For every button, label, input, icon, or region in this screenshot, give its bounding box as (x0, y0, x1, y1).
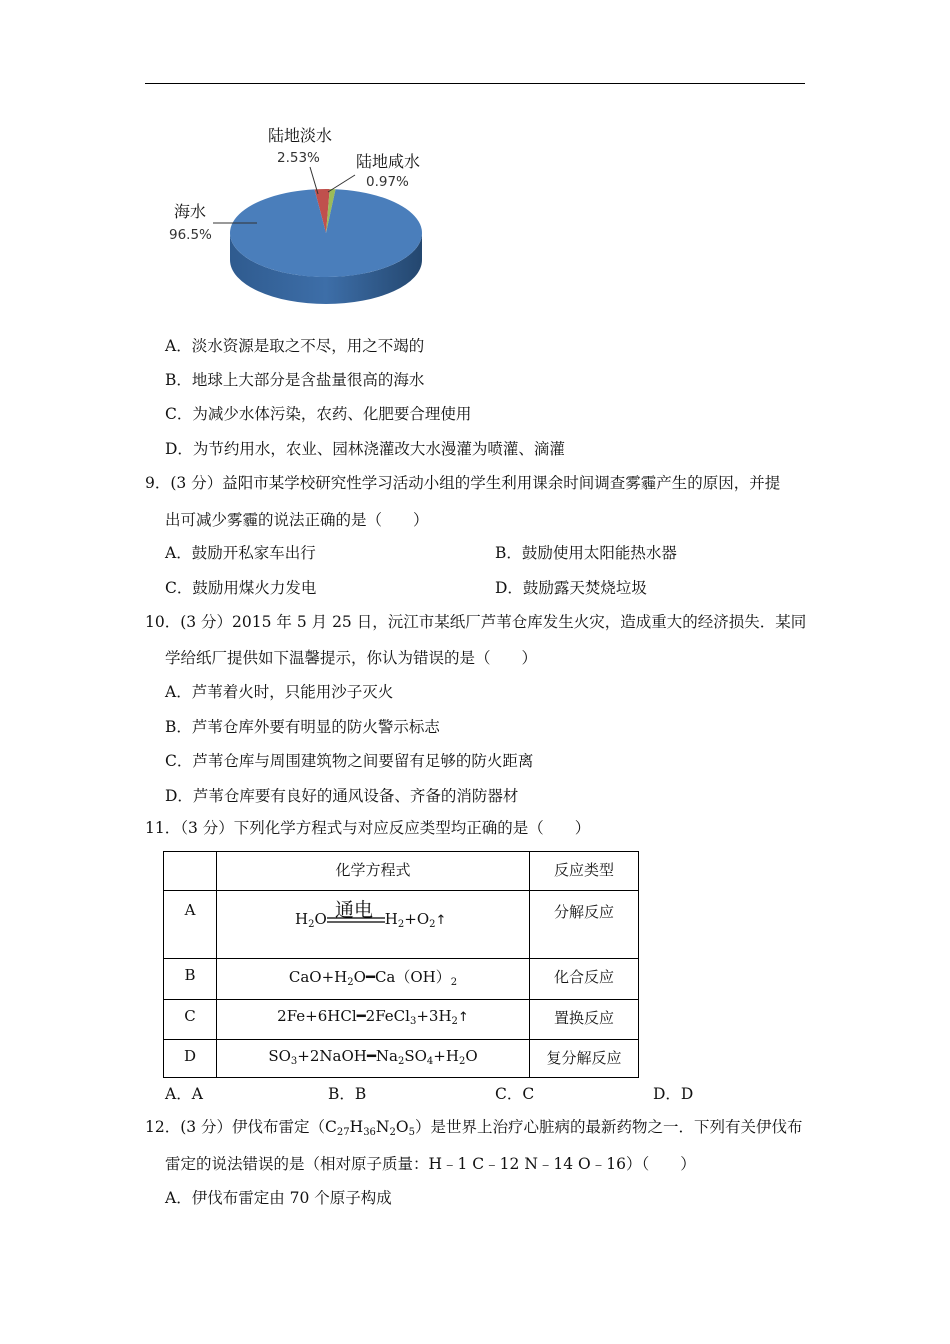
q9-option-c: C．鼓励用煤火力发电 (165, 579, 317, 597)
q11-option-b: B．B (328, 1085, 367, 1103)
q12-stem-line2: 雷定的说法错误的是（相对原子质量：H﹣1 C﹣12 N﹣14 O﹣16）（ ） (165, 1155, 696, 1173)
row-d-equation: $SO_3+2NaOH━Na_2SO_4+H_2O$ (268, 1047, 478, 1067)
q9-stem-line2: 出可减少雾霾的说法正确的是（ ） (165, 511, 429, 529)
row-b-type: 化合反应 (553, 968, 614, 986)
row-d-type: 复分解反应 (546, 1049, 622, 1067)
q9-option-d: D．鼓励露天焚烧垃圾 (495, 579, 647, 597)
row-a-equation: 通电 $H_2O$ $H_2+O_2↑$ (217, 891, 529, 957)
q9-stem-line1: 9．(3 分）益阳市某学校研究性学习活动小组的学生利用课余时间调查雾霾产生的原因，并提 (145, 474, 781, 492)
label-fresh: 陆地淡水 (268, 126, 333, 145)
q12-option-a: A．伊伐布雷定由 70 个原子构成 (165, 1189, 392, 1207)
table-row (164, 891, 639, 959)
row-a-condition: 通电 (335, 899, 374, 921)
q8-option-c: C．为减少水体污染，农药、化肥要合理使用 (165, 405, 472, 423)
q11-equation-table (163, 851, 639, 1078)
q10-option-d: D．芦苇仓库要有良好的通风设备、齐备的消防器材 (165, 787, 519, 805)
row-b-label: B (184, 966, 196, 984)
row-a-type: 分解反应 (553, 903, 614, 921)
row-c-label: C (184, 1007, 196, 1025)
q9-option-a: A．鼓励开私家车出行 (165, 544, 316, 562)
header-equation: 化学方程式 (217, 852, 530, 891)
gas-arrow-icon: ↑ (435, 913, 447, 928)
label-saline: 陆地咸水 (356, 152, 421, 171)
q11-option-c: C．C (495, 1085, 535, 1103)
label-line-saline (328, 175, 355, 192)
q10-stem-line2: 学给纸厂提供如下温馨提示，你认为错误的是（ ） (165, 649, 538, 667)
q10-option-a: A．芦苇着火时，只能用沙子灭火 (165, 683, 394, 701)
q10-stem-line1: 10．(3 分）2015 年 5 月 25 日，沅江市某纸厂芦苇仓库发生火灾，造成重大的经济损失．某同 (145, 613, 807, 631)
table-row (164, 1040, 639, 1078)
q11-option-a: A．A (165, 1085, 203, 1103)
q10-option-b: B．芦苇仓库外要有明显的防火警示标志 (165, 718, 440, 736)
table-row (164, 959, 639, 1000)
row-c-equation: $2Fe+6HCl━2FeCl_3+3H_2↑$ (277, 1007, 469, 1027)
row-d-label: D (183, 1047, 197, 1065)
q8-option-a: A．淡水资源是取之不尽，用之不竭的 (165, 337, 425, 355)
pct-seawater: 96.5% (169, 227, 212, 243)
row-c-type: 置换反应 (553, 1009, 614, 1027)
header-reaction-type: 反应类型 (530, 852, 639, 891)
row-a-label: A (184, 901, 196, 919)
equals-sign (327, 914, 385, 926)
q11-stem: 11．（3 分）下列化学方程式与对应反应类型均正确的是（ ） (145, 819, 591, 837)
table-header-row (164, 852, 639, 891)
header-rule (145, 83, 805, 84)
table-row (164, 1000, 639, 1040)
water-distribution-pie-chart (160, 110, 460, 320)
gas-arrow-icon: ↑ (457, 1010, 469, 1025)
q9-option-b: B．鼓励使用太阳能热水器 (495, 544, 677, 562)
q8-option-d: D．为节约用水，农业、园林浇灌改大水漫灌为喷灌、滴灌 (165, 440, 565, 458)
header-cell-empty (164, 852, 217, 891)
pct-fresh: 2.53% (277, 150, 320, 166)
q8-option-b: B．地球上大部分是含盐量很高的海水 (165, 371, 425, 389)
label-seawater: 海水 (174, 202, 207, 221)
pct-saline: 0.97% (366, 174, 409, 190)
q11-option-d: D．D (653, 1085, 694, 1103)
row-b-equation: $CaO+H_2O━Ca(OH)_2$ (288, 968, 458, 988)
q10-option-c: C．芦苇仓库与周围建筑物之间要留有足够的防火距离 (165, 752, 534, 770)
q12-stem-line1: 12．(3 分）伊伐布雷定$(C_{27}H_{36}N_2O_5)$是世界上治疗心脏病的最新药物之一．下列有关伊伐布 (145, 1118, 803, 1138)
